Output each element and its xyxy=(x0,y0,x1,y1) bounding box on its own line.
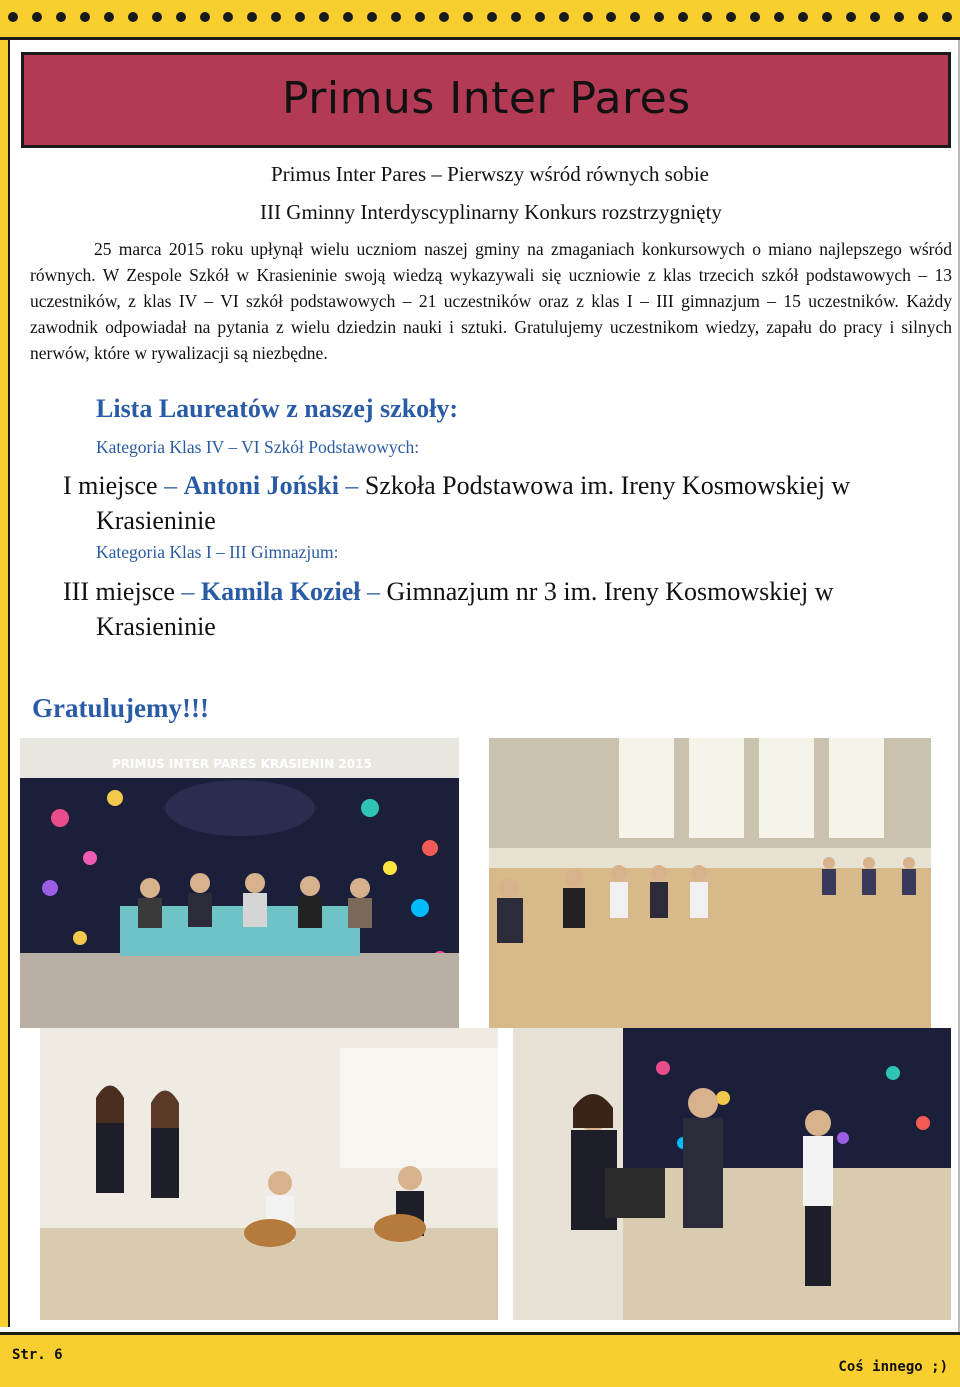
category-gymnasium: Kategoria Klas I – III Gimnazjum: xyxy=(96,542,339,562)
winner-school: Szkoła Podstawowa im. Ireny Kosmowskiej w xyxy=(364,471,851,500)
category-primary: Kategoria Klas IV – VI Szkół Podstawowych: xyxy=(96,437,420,457)
footer-tagline: Coś innego ;) xyxy=(838,1359,948,1375)
photo-jury-table xyxy=(20,738,459,1028)
winner-place: III miejsce xyxy=(63,577,175,606)
article-paragraph-text: 25 marca 2015 roku upłynął wielu uczniom naszej gminy na zmaganiach konkursowych o miano najlepszego wśród równych. W Zespole Szkół w Krasieninie swoją wiedzą wykazywali się uczniowie z klas trzecich szkół podstawowych – 13 uczestników, z klas IV – VI szkół podstawowych – 21 uczestników oraz z klas I – III gimnazjum – 15 uczestników. Każdy zawodnik odpowiadał na pytania z wielu dziedzin nauki i sztuki. Gratulujemy uczestnikom wiedzy, zapału do pracy i silnych nerwów, które w rywalizacji są niezbędne. xyxy=(30,239,952,363)
left-decorative-band xyxy=(0,40,10,1327)
winner-entry-1 xyxy=(63,468,953,538)
winner-dash: – xyxy=(345,471,359,500)
winner-name: Antoni Joński xyxy=(183,471,339,500)
winner-dash: – xyxy=(181,577,195,606)
article-subtitle: Primus Inter Pares – Pierwszy wśród równych sobie xyxy=(270,162,710,186)
winner-school: Gimnazjum nr 3 im. Ireny Kosmowskiej w xyxy=(386,577,834,606)
article-headline: III Gminny Interdyscyplinarny Konkurs rozstrzygnięty xyxy=(260,200,722,224)
winner-town: Krasieninie xyxy=(96,612,216,641)
laureates-heading: Lista Laureatów z naszej szkoły: xyxy=(96,394,459,423)
title-banner xyxy=(21,52,951,148)
winner-entry-2 xyxy=(63,574,953,644)
dot-row xyxy=(8,12,952,24)
article-paragraph xyxy=(30,236,952,366)
page-number: Str. 6 xyxy=(12,1347,63,1363)
photo-award-presentation xyxy=(513,1028,951,1320)
photo-guitar-performance xyxy=(40,1028,498,1320)
photo-gym-contestants xyxy=(489,738,931,1028)
winner-name: Kamila Kozieł xyxy=(200,577,361,606)
winner-town: Krasieninie xyxy=(96,506,216,535)
top-decorative-band xyxy=(0,0,960,40)
banner-text: PRIMUS INTER PARES KRASIENIN 2015 xyxy=(112,757,372,771)
page-footer xyxy=(0,1332,960,1387)
winner-dash: – xyxy=(164,471,178,500)
winner-place: I miejsce xyxy=(63,471,158,500)
page-title: Primus Inter Pares xyxy=(282,73,691,124)
closing-congratulations: Gratulujemy!!! xyxy=(32,693,209,723)
winner-dash: – xyxy=(366,577,380,606)
